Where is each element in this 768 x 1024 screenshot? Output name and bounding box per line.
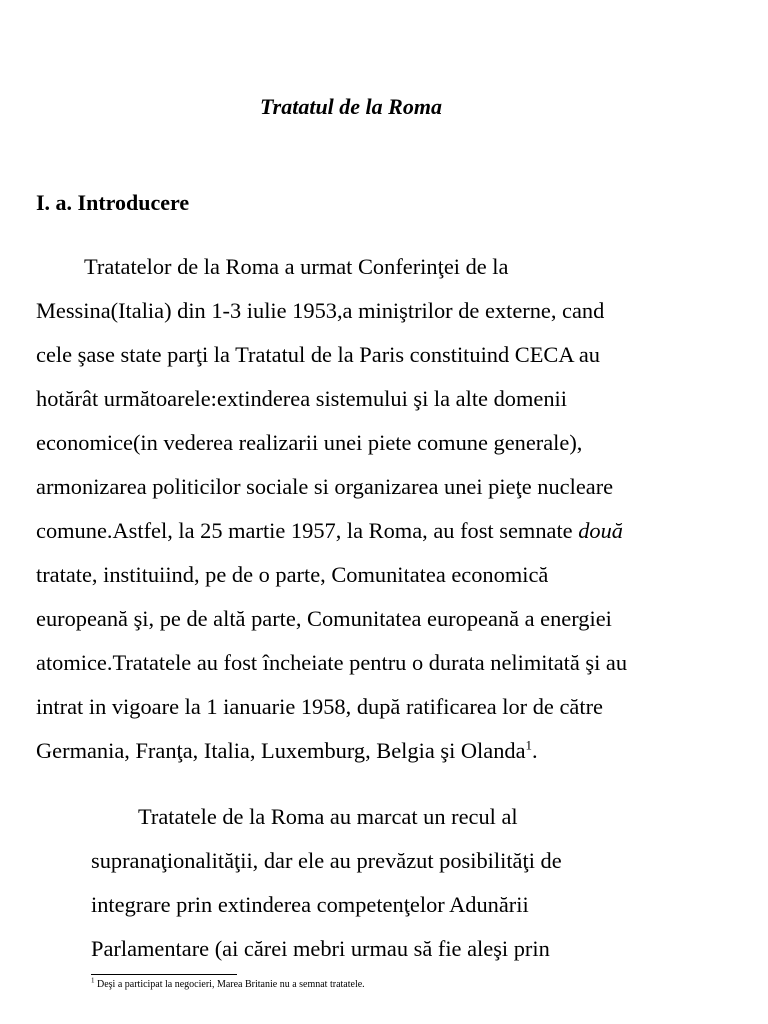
paragraph-line: integrare prin extinderea competenţelor Adunării (91, 892, 529, 917)
paragraph-line: europeană şi, pe de altă parte, Comunitatea europeană a energiei (36, 606, 612, 631)
document-title: Tratatul de la Roma (260, 94, 442, 119)
paragraph-line: Parlamentare (ai cărei mebri urmau să fie aleşi prin (91, 936, 550, 961)
paragraph-text: . (532, 738, 538, 763)
paragraph-line: tratate, instituiind, pe de o parte, Comunitatea economică (36, 562, 549, 587)
paragraph-line (36, 516, 623, 546)
footnote-text: Deşi a participat la negocieri, Marea Britanie nu a semnat tratatele. (94, 979, 365, 990)
paragraph-line: Messina(Italia) din 1-3 iulie 1953,a miniştrilor de externe, cand (36, 298, 605, 323)
section-heading: I. a. Introducere (36, 190, 190, 215)
footnote (91, 978, 365, 992)
paragraph-line: intrat in vigoare la 1 ianuarie 1958, după ratificarea lor de către (36, 694, 603, 719)
paragraph-line: Tratatelor de la Roma a urmat Conferinţei de la (84, 254, 509, 279)
paragraph-text: Germania, Franţa, Italia, Luxemburg, Belgia şi Olanda (36, 738, 526, 763)
footnote-separator (91, 974, 237, 975)
paragraph-line: atomice.Tratatele au fost încheiate pentru o durata nelimitată şi au (36, 650, 628, 675)
paragraph-line: cele şase state parţi la Tratatul de la Paris constituind CECA au (36, 342, 601, 367)
paragraph-line: hotărât următoarele:extinderea sistemului şi la alte domenii (36, 386, 567, 411)
emphasized-word: două (578, 518, 623, 543)
paragraph-text: comune.Astfel, la 25 martie 1957, la Roma, au fost semnate (36, 518, 579, 543)
paragraph-line (36, 736, 538, 766)
paragraph-line: economice(in vederea realizarii unei piete comune generale), (36, 430, 583, 455)
paragraph-line: supranaţionalităţii, dar ele au prevăzut posibilităţi de (91, 848, 562, 873)
paragraph-line: Tratatele de la Roma au marcat un recul al (138, 804, 518, 829)
paragraph-line: armonizarea politicilor sociale si organizarea unei pieţe nucleare (36, 474, 614, 499)
footnote-reference[interactable]: 1 (525, 737, 533, 753)
footnote-mark: 1 (91, 976, 95, 985)
